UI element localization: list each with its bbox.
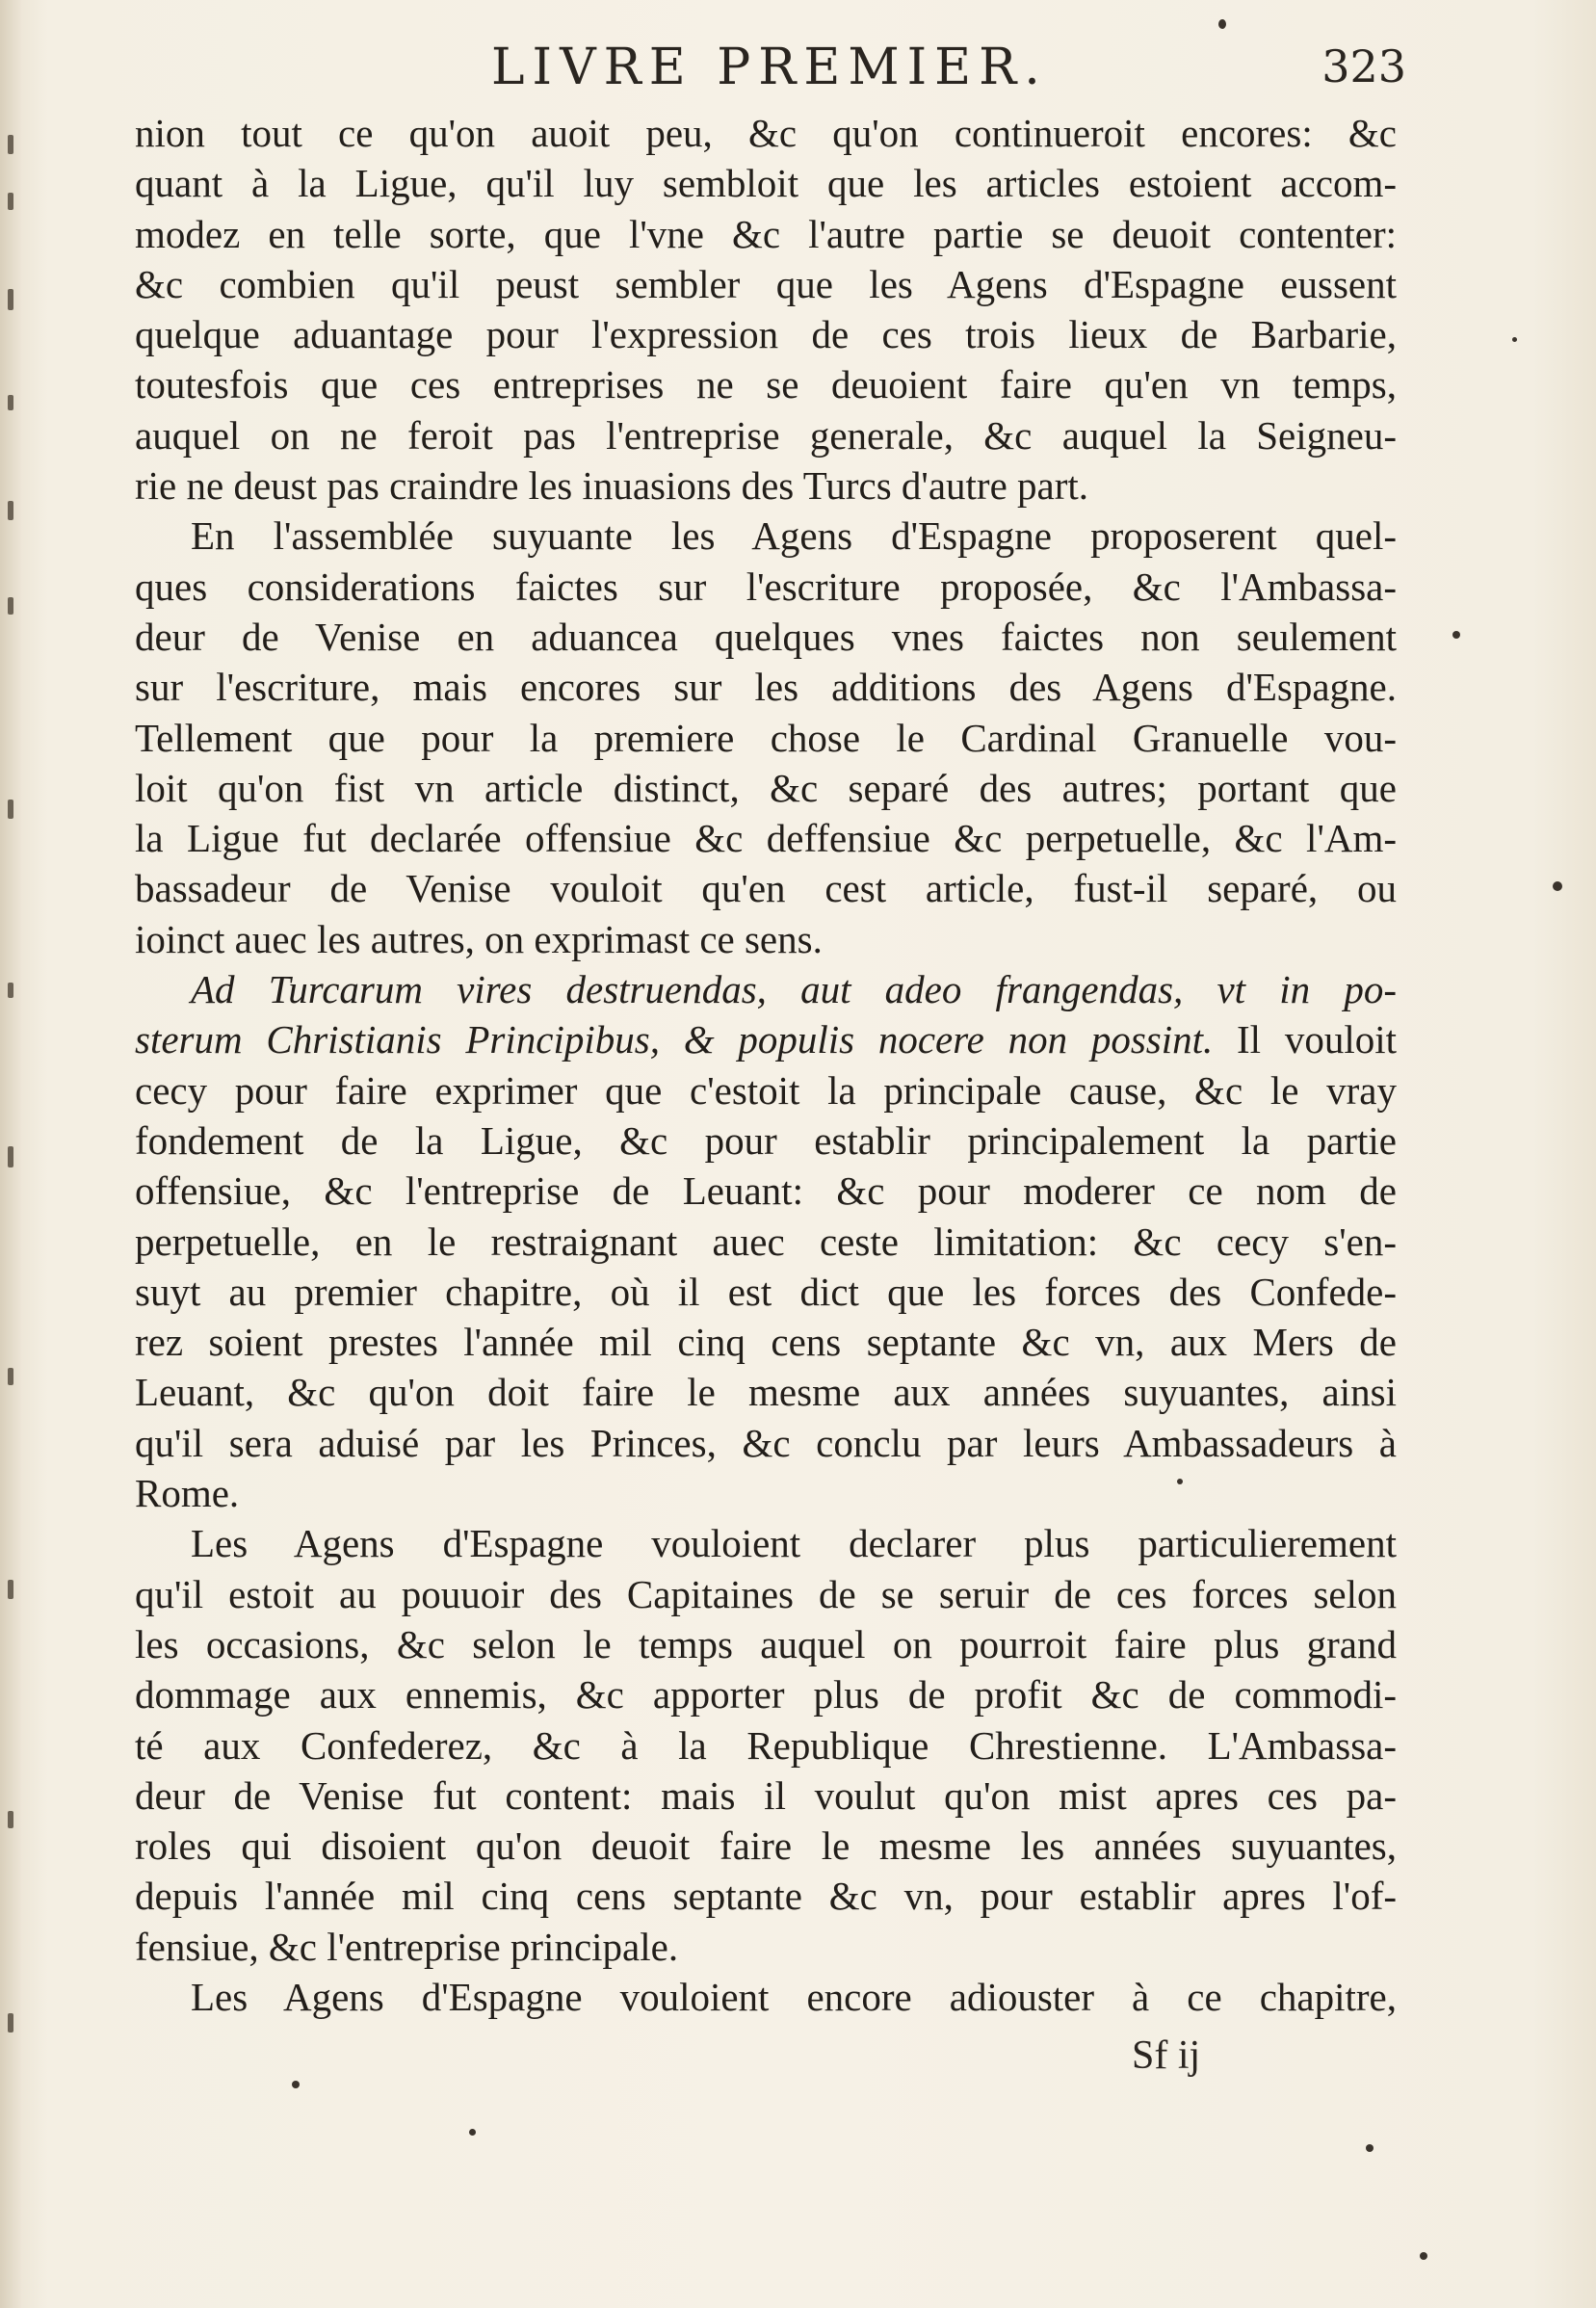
- text-line: Rome.: [135, 1471, 240, 1516]
- paragraph: [135, 1972, 1397, 2022]
- text-line: té aux Confederez, &c à la Republique Chrestienne. L'Ambassa-: [135, 1722, 1397, 1768]
- text-line: la Ligue fut declarée offensiue &c deffensiue &c perpetuelle, &c l'Am-: [135, 816, 1397, 861]
- text-line: Les Agens d'Espagne vouloient encore adiouster à ce chapitre,: [191, 1974, 1397, 2019]
- ink-speck: [1420, 2252, 1427, 2260]
- text-line: offensiue, &c l'entreprise de Leuant: &c pour moderer ce nom de: [135, 1168, 1397, 1214]
- ink-speck: [1512, 337, 1517, 342]
- margin-mark: [8, 1811, 13, 1828]
- text-line: cecy pour faire exprimer que c'estoit la principale cause, &c le vray: [135, 1067, 1397, 1113]
- text-line: Leuant, &c qu'on doit faire le mesme aux années suyuantes, ainsi: [135, 1370, 1397, 1415]
- latin-quote-line: Ad Turcarum vires destruendas, aut adeo frangendas, vt in po-: [191, 967, 1397, 1012]
- text-line: quant à la Ligue, qu'il luy sembloit que les articles estoient accom-: [135, 161, 1397, 206]
- text-line: bassadeur de Venise vouloit qu'en cest article, fust-il separé, ou: [135, 866, 1397, 911]
- margin-mark: [8, 395, 13, 410]
- text-line: qu'il estoit au pouuoir des Capitaines de se seruir de ces forces selon: [135, 1571, 1397, 1616]
- text-line: rie ne deust pas craindre les inuasions des Turcs d'autre part.: [135, 463, 1089, 509]
- text-line: roles qui disoient qu'on deuoit faire le mesme les années suyuantes,: [135, 1823, 1397, 1869]
- margin-mark: [8, 1580, 13, 1599]
- paragraph: [135, 511, 1397, 964]
- text-line: suyt au premier chapitre, où il est dict que les forces des Confede-: [135, 1269, 1397, 1314]
- text-line: dommage aux ennemis, &c apporter plus de profit &c de commodi-: [135, 1672, 1397, 1718]
- text-line: toutesfois que ces entreprises ne se deuoient faire qu'en vn temps,: [135, 362, 1397, 407]
- text-line: &c combien qu'il peust sembler que les Agens d'Espagne eussent: [135, 261, 1397, 306]
- text-line: fondement de la Ligue, &c pour establir principalement la partie: [135, 1117, 1397, 1163]
- chapter-title: LIVRE PREMIER.: [491, 39, 1048, 96]
- margin-mark: [8, 800, 13, 819]
- signature-mark: Sf ij: [1132, 2033, 1201, 2078]
- text-line: En l'assemblée suyuante les Agens d'Espagne proposerent quel-: [191, 513, 1397, 559]
- text-fragment: Il vouloit: [1237, 1017, 1397, 1062]
- text-line: fensiue, &c l'entreprise principale.: [135, 1924, 679, 1969]
- text-line: quelque aduantage pour l'expression de ces trois lieux de Barbarie,: [135, 312, 1397, 357]
- running-head: [135, 39, 1406, 96]
- margin-mark: [8, 193, 13, 210]
- margin-mark: [8, 135, 13, 154]
- paragraph: [135, 964, 1397, 1518]
- text-line: depuis l'année mil cinq cens septante &c vn, pour establir apres l'of-: [135, 1874, 1397, 1919]
- margin-mark: [8, 1146, 13, 1167]
- margin-mark: [8, 501, 13, 520]
- text-line: sur l'escriture, mais encores sur les additions des Agens d'Espagne.: [135, 665, 1397, 710]
- margin-mark: [8, 289, 13, 310]
- ink-speck: [1366, 2144, 1374, 2152]
- text-line: nion tout ce qu'on auoit peu, &c qu'on continueroit encores: &c: [135, 111, 1397, 155]
- text-line: auquel on ne feroit pas l'entreprise generale, &c auquel la Seigneu-: [135, 412, 1397, 458]
- paragraph: [135, 1518, 1397, 1972]
- margin-mark: [8, 1368, 13, 1385]
- text-line: deur de Venise fut content: mais il voulut qu'on mist apres ces pa-: [135, 1772, 1397, 1818]
- ink-speck: [1452, 631, 1460, 639]
- margin-mark: [8, 2013, 13, 2033]
- text-line: [135, 1014, 1397, 1064]
- text-line: les occasions, &c selon le temps auquel on pourroit faire plus grand: [135, 1621, 1397, 1666]
- body-text: [135, 108, 1397, 2022]
- text-line: perpetuelle, en le restraignant auec ceste limitation: &c cecy s'en-: [135, 1219, 1397, 1264]
- text-line: ioinct auec les autres, on exprimast ce sens.: [135, 916, 823, 961]
- page-footer: [135, 2033, 1406, 2090]
- text-line: loit qu'on fist vn article distinct, &c separé des autres; portant que: [135, 765, 1397, 810]
- ink-speck: [1553, 881, 1562, 891]
- margin-mark: [8, 983, 13, 998]
- text-line: deur de Venise en aduancea quelques vnes faictes non seulement: [135, 614, 1397, 659]
- page-number: 323: [1321, 40, 1406, 92]
- ink-speck: [469, 2129, 476, 2136]
- ink-speck: [1218, 19, 1226, 29]
- text-line: ques considerations faictes sur l'escriture proposée, &c l'Ambassa-: [135, 564, 1397, 609]
- text-line: rez soient prestes l'année mil cinq cens septante &c vn, aux Mers de: [135, 1320, 1397, 1365]
- paragraph: [135, 108, 1397, 511]
- text-line: qu'il sera aduisé par les Princes, &c conclu par leurs Ambassadeurs à: [135, 1420, 1397, 1465]
- text-line: modez en telle sorte, que l'vne &c l'autre partie se deuoit contenter:: [135, 211, 1397, 256]
- margin-mark: [8, 597, 13, 615]
- latin-quote-line: sterum Christianis Principibus, & populis nocere non possint.: [135, 1017, 1214, 1062]
- text-line: Tellement que pour la premiere chose le Cardinal Granuelle vou-: [135, 715, 1397, 760]
- text-line: Les Agens d'Espagne vouloient declarer plus particulierement: [191, 1521, 1397, 1566]
